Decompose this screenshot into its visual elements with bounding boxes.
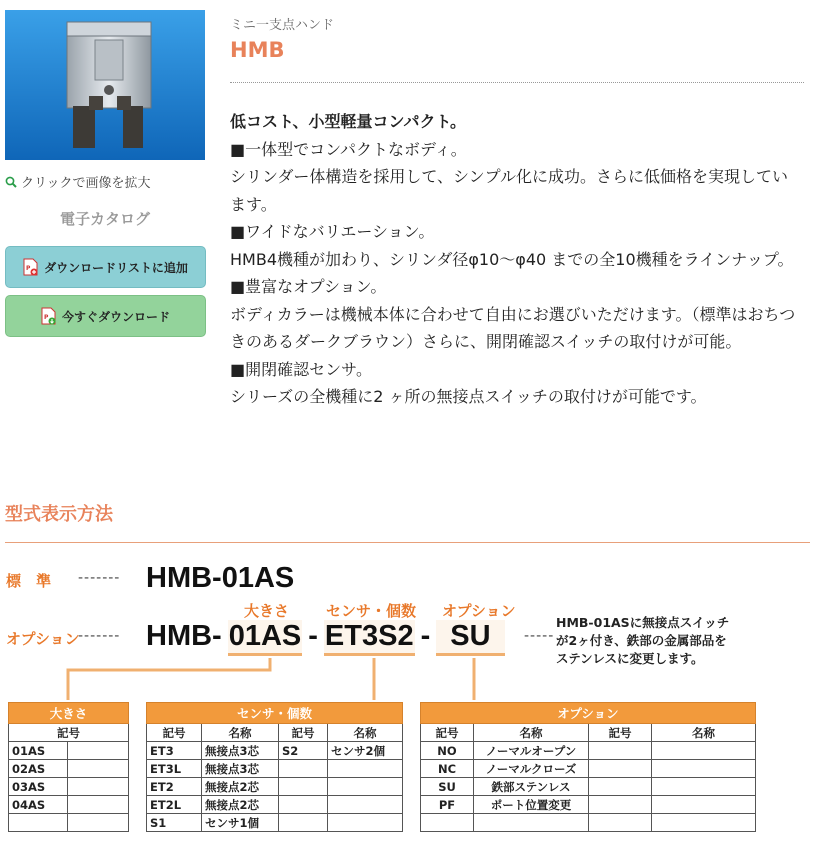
- description-line: シリンダー体構造を採用して、シンプル化に成功。さらに低価格を実現しています。: [230, 167, 789, 214]
- hyphen: -: [308, 620, 318, 652]
- note-dash: -----: [524, 628, 555, 644]
- sensor-table: センサ・個数 記号 名称 記号 名称 ET3 無接点3芯 S2 センサ2個 ET3L 無接点3芯 ET2 無接点2芯 ET2L 無接点2芯 S1 センサ1個: [146, 702, 403, 832]
- description-line: ■豊富なオプション。: [230, 277, 387, 296]
- zoom-image-link[interactable]: [5, 172, 150, 191]
- option-caption: オプション: [442, 602, 516, 620]
- magnifier-icon: [5, 176, 17, 188]
- pdf-download-icon: [41, 307, 56, 325]
- table-row: [421, 814, 756, 832]
- pdf-add-icon: [23, 258, 38, 276]
- add-to-download-list-button[interactable]: [5, 246, 206, 288]
- table-row: 04AS: [9, 796, 129, 814]
- description-line: シリーズの全機種に2 ヶ所の無接点スイッチの取付けが可能です。: [230, 387, 707, 406]
- table-row: ET2L 無接点2芯: [147, 796, 403, 814]
- standard-model: HMB-01AS: [146, 562, 295, 594]
- zoom-link-label: クリックで画像を拡大: [21, 176, 151, 191]
- size-caption: 大きさ: [244, 602, 290, 620]
- table-row: [9, 814, 129, 832]
- title-divider: [230, 82, 804, 83]
- table-row: NC ノーマルクローズ: [421, 760, 756, 778]
- table-row: 02AS: [9, 760, 129, 778]
- note-line: HMB-01ASに無接点スイッチ: [556, 615, 730, 630]
- section-divider: [5, 542, 810, 543]
- catalog-title: 電子カタログ: [59, 210, 150, 228]
- option-table: オプション 記号 名称 記号 名称 NO ノーマルオープン NC ノーマルクローズ SU 鉄部ステンレス PF ポート位置変更: [420, 702, 756, 832]
- sensor-code: ET3S2: [324, 620, 415, 656]
- svg-text:P: P: [26, 265, 31, 272]
- description-lead: 低コスト、小型軽量コンパクト。: [230, 112, 467, 131]
- gripper-illustration: [5, 10, 205, 160]
- description-line: ■ワイドなバリエーション。: [230, 222, 435, 241]
- product-model-title: HMB: [230, 38, 285, 62]
- hyphen: -: [420, 620, 431, 652]
- model-code-diagram: [0, 560, 814, 842]
- description-line: ボディカラーは機械本体に合わせて自由にお選びいただけます。（標準はおちつきのあるダークブラウン）さらに、開閉確認スイッチの取付けが可能。: [230, 304, 796, 351]
- size-table-header: 記号: [9, 724, 129, 742]
- table-row: ET3L 無接点3芯: [147, 760, 403, 778]
- product-image[interactable]: [5, 10, 205, 160]
- svg-text:P: P: [43, 314, 49, 321]
- note-line: ステンレスに変更します。: [556, 651, 704, 666]
- table-row: 03AS: [9, 778, 129, 796]
- table-row: ET3 無接点3芯 S2 センサ2個: [147, 742, 403, 760]
- description-line: ■開閉確認センサ。: [230, 359, 372, 379]
- size-code: 01AS: [228, 620, 303, 656]
- model-prefix: HMB-: [146, 620, 222, 652]
- add-button-label: ダウンロードリストに追加: [44, 260, 188, 275]
- standard-dash: -------: [78, 570, 121, 586]
- download-button-label: 今すぐダウンロード: [61, 309, 170, 324]
- table-row: SU 鉄部ステンレス: [421, 778, 756, 796]
- table-row: 01AS: [9, 742, 129, 760]
- connector-lines: [0, 560, 814, 710]
- download-now-button[interactable]: [5, 295, 206, 337]
- description-line: HMB4機種が加わり、シリンダ径φ10〜φ40 までの全10機種をラインナップ。: [230, 249, 794, 269]
- size-table-title: 大きさ: [9, 703, 129, 724]
- note-line: が2ヶ付き、鉄部の金属部品を: [556, 633, 727, 648]
- sensor-table-title: センサ・個数: [147, 703, 403, 724]
- sensor-caption: センサ・個数: [326, 602, 417, 620]
- product-description: [230, 108, 800, 411]
- product-subtitle: ミニ一支点ハンド: [230, 18, 335, 33]
- table-row: S1 センサ1個: [147, 814, 403, 832]
- table-row: PF ポート位置変更: [421, 796, 756, 814]
- size-table: [8, 702, 129, 832]
- option-code: SU: [436, 620, 504, 656]
- table-row: ET2 無接点2芯: [147, 778, 403, 796]
- option-label: オプション: [6, 630, 80, 648]
- standard-label: 標 準: [6, 572, 52, 590]
- section-title: 型式表示方法: [5, 504, 113, 525]
- table-row: NO ノーマルオープン: [421, 742, 756, 760]
- description-line: ■一体型でコンパクトなボディ。: [230, 139, 467, 159]
- option-dash: -------: [78, 628, 121, 644]
- option-table-title: オプション: [421, 703, 756, 724]
